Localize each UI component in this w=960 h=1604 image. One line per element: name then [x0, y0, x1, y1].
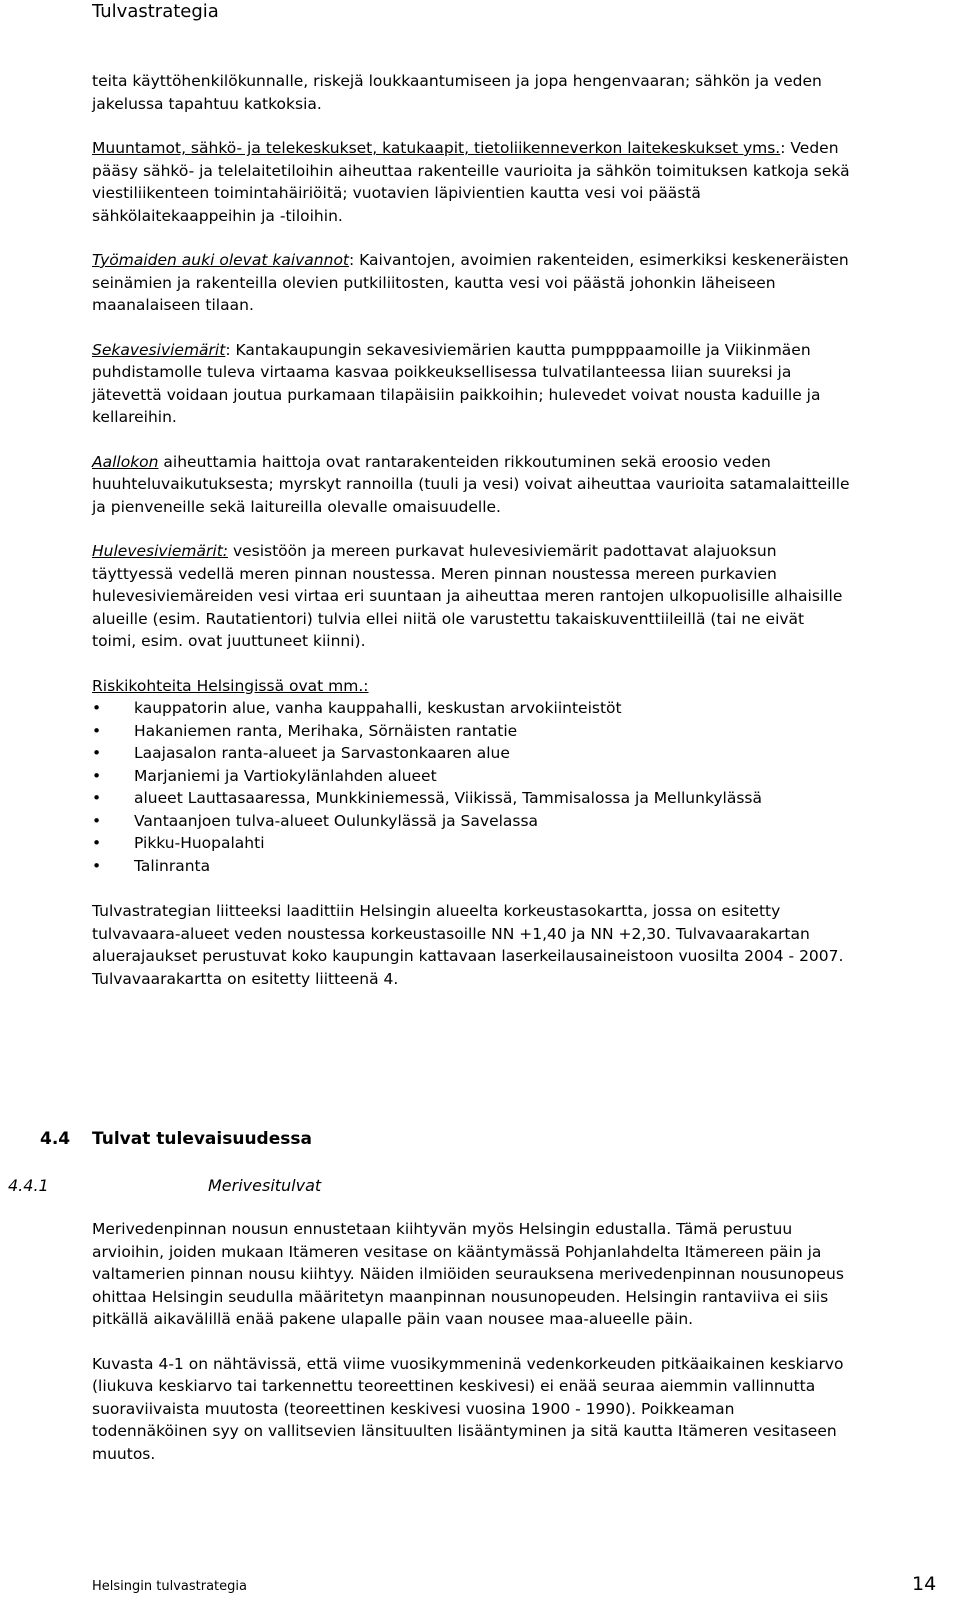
- subsection-number: 4.4.1: [8, 1176, 49, 1195]
- text-substations: : Veden pääsy sähkö- ja telelaitetiloihin aiheuttaa rakenteille vaurioita ja sähkön toimituksen katkoja sekä viestiliikenteen toimintahäiriöitä; vuotavien läpivientien kautta vesi voi päästä sähkölaitekaappeihin ja -tiloihin.: [92, 139, 850, 225]
- paragraph-flood-map: Tulvastrategian liitteeksi laadittiin Helsingin alueelta korkeustasokartta, jossa on esitetty tulvavaara-alueet veden noustessa korkeustasoille NN +1,40 ja NN +2,30. Tulvavaarakartan aluerajaukset perustuvat koko kaupungin kattavaan laserkeilausaineistoon vuosilta 2004 - 2007. Tulvavaarakartta on esitetty liitteenä 4.: [92, 902, 844, 988]
- risk-list: [92, 697, 852, 877]
- section-content: [92, 1218, 852, 1487]
- main-content: [92, 70, 852, 1012]
- term-substations: Muuntamot, sähkö- ja telekeskukset, katukaapit, tietoliikenneverkon laitekeskukset yms.: [92, 139, 781, 157]
- paragraph-substations: [92, 137, 852, 227]
- paragraph-excavations: [92, 249, 852, 317]
- list-item: • Talinranta: [92, 855, 852, 878]
- list-item: • kauppatorin alue, vanha kauppahalli, keskustan arvokiinteistöt: [92, 697, 852, 720]
- list-item: • Marjaniemi ja Vartiokylänlahden alueet: [92, 765, 852, 788]
- text-waves: aiheuttamia haittoja ovat rantarakenteiden rikkoutuminen sekä eroosio veden huuhteluvaikutuksesta; myrskyt rannoilla (tuuli ja vesi) voivat aiheuttaa vaurioita satamalaitteille ja pienveneille sekä laitureilla olevalle omaisuudelle.: [92, 452, 850, 516]
- paragraph-figure-reference: Kuvasta 4-1 on nähtävissä, että viime vuosikymmeninä vedenkorkeuden pitkäaikainen keskiarvo (liukuva keskiarvo tai tarkennettu teoreettinen keskivesi) ei enää seuraa aiemmin vallinnutta suoraviivaista muutosta (teoreettinen keskivesi vuosina 1900 - 1990). Poikkeaman todennäköinen syy on vallitsevien länsituulten lisääntyminen ja sitä kautta Itämeren vesitaseen muutos.: [92, 1354, 844, 1463]
- section-heading: [40, 1127, 312, 1151]
- list-item: • alueet Lauttasaaressa, Munkkiniemessä, Viikissä, Tammisalossa ja Mellunkylässä: [92, 787, 852, 810]
- subsection-heading: [8, 1175, 321, 1197]
- section-number: 4.4: [40, 1129, 71, 1149]
- text-excavations: : Kaivantojen, avoimien rakenteiden, esimerkiksi keskeneräisten seinämien ja rakenteilla olevien putkiliitosten, kautta vesi voi päästä johonkin läheiseen maanalaiseen tilaan.: [92, 251, 849, 314]
- page-number: 14: [912, 1573, 937, 1595]
- list-item: • Hakaniemen ranta, Merihaka, Sörnäisten rantatie: [92, 720, 852, 743]
- list-item: • Laajasalon ranta-alueet ja Sarvastonkaaren alue: [92, 742, 852, 765]
- text-storm-sewers: vesistöön ja mereen purkavat hulevesiviemärit padottavat alajuoksun täyttyessä vedellä meren pinnan noustessa. Meren pinnan noustessa mereen purkavien hulevesiviemäreiden vesi virtaa eri suuntaan ja aiheuttaa meren rantojen ulkopuolisille alhaisille alueille (esim. Rautatientori) tulvia ellei niitä ole varustettu takaiskuventtiileillä (tai ne eivät toimi, esim. ovat juuttuneet kiinni).: [92, 542, 843, 650]
- footer-label: Helsingin tulvastrategia: [92, 1579, 247, 1594]
- list-item: • Vantaanjoen tulva-alueet Oulunkylässä ja Savelassa: [92, 810, 852, 833]
- text-combined-sewers: : Kantakaupungin sekavesiviemärien kautta pumpppaamoille ja Viikinmäen puhdistamolle tuleva virtaama kasvaa poikkeuksellisessa tulvatilanteessa liian suureksi ja jätevettä voidaan joutua purkamaan tilapäisiin paikkoihin; hulevedet voivat nousta kaduille ja kellareihin.: [92, 340, 821, 426]
- paragraph-combined-sewers: [92, 339, 852, 429]
- paragraph-storm-sewers: [92, 540, 852, 653]
- page-header: Tulvastrategia: [92, 1, 219, 22]
- term-waves: Aallokon: [92, 452, 159, 471]
- term-excavations: Työmaiden auki olevat kaivannot: [92, 251, 349, 269]
- subsection-title: Merivesitulvat: [208, 1176, 322, 1195]
- paragraph-intro: teita käyttöhenkilökunnalle, riskejä loukkaantumiseen ja jopa hengenvaaran; sähkön ja veden jakelussa tapahtuu katkoksia.: [92, 72, 822, 113]
- section-title: Tulvat tulevaisuudessa: [92, 1129, 312, 1149]
- list-item: • Pikku-Huopalahti: [92, 832, 852, 855]
- term-storm-sewers: Hulevesiviemärit:: [92, 542, 229, 560]
- term-combined-sewers: Sekavesiviemärit: [92, 340, 226, 359]
- paragraph-waves: [92, 451, 852, 519]
- risk-list-title: [92, 675, 852, 698]
- risk-list-title-text: Riskikohteita Helsingissä ovat mm.:: [92, 676, 369, 695]
- paragraph-sea-level-rise: Merivedenpinnan nousun ennustetaan kiihtyvän myös Helsingin edustalla. Tämä perustuu arvioihin, joiden mukaan Itämeren vesitase on kääntymässä Pohjanlahdelta Itämereen päin ja valtamerien pinnan nousu kiihtyy. Näiden ilmiöiden seurauksena merivedenpinnan nousunopeus ohittaa Helsingin seudulla määritetyn maanpinnan nousunopeuden. Helsingin rantaviiva ei siis pitkällä aikavälillä enää pakene ulapalle päin vaan nousee maa-alueelle päin.: [92, 1220, 844, 1328]
